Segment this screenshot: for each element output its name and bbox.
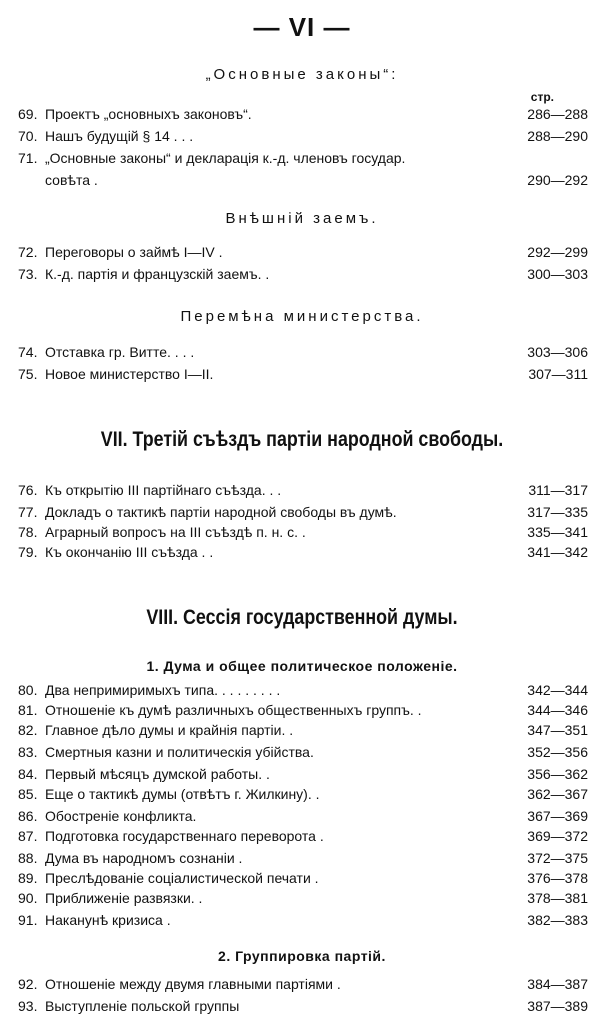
entry-pages: 387—389 [527,998,588,1014]
toc-entry [10,680,588,700]
entry-pages: 356—362 [527,766,588,782]
subsection-heading-party-grouping: 2. Группировка партій. [218,948,386,964]
toc-entry [10,826,588,846]
entry-pages: 317—335 [527,504,588,520]
entry-title: Отставка гр. Витте. . . . [45,344,195,360]
toc-entry [10,974,588,994]
toc-entry [10,148,588,168]
entry-title: Преслѣдованіе соціалистической печати . [45,870,319,886]
entry-pages: 378—381 [527,890,588,906]
entry-title: Дума въ народномъ сознаніи . [45,850,243,866]
toc-entry-continuation [10,170,588,190]
entry-pages: 352—356 [527,744,588,760]
entry-number: 73. [18,266,38,282]
entry-number: 88. [18,850,38,866]
entry-title: Главное дѣло думы и крайнія партіи. . [45,722,294,738]
entry-number: 78. [18,524,38,540]
toc-entry [10,806,588,826]
entry-pages: 290—292 [527,172,588,188]
entry-number: 91. [18,912,38,928]
entry-number: 86. [18,808,38,824]
section-heading-basic-laws: „Основные законы“: [205,66,399,83]
toc-entry [10,264,588,284]
chapter-heading-vii: VII. Третій съѣздъ партіи народной свободы. [100,428,504,451]
toc-entry [10,480,588,500]
entry-pages: 300—303 [527,266,588,282]
entry-pages: 347—351 [527,722,588,738]
entry-title: Проектъ „основныхъ законовъ“. [45,106,252,122]
entry-number: 93. [18,998,38,1014]
entry-number: 83. [18,744,38,760]
entry-pages: 369—372 [527,828,588,844]
entry-pages: 376—378 [527,870,588,886]
section-heading-foreign-loan: Внѣшній заемъ. [225,210,379,227]
entry-title: Обостреніе конфликта. [45,808,197,824]
entry-number: 87. [18,828,38,844]
toc-entry [10,502,588,522]
entry-number: 75. [18,366,38,382]
toc-entry [10,868,588,888]
entry-pages: 384—387 [527,976,588,992]
entry-pages: 344—346 [527,702,588,718]
toc-entry [10,342,588,362]
page-column-label: стр. [530,90,554,104]
page-header: — VI — [253,12,351,42]
toc-entry [10,720,588,740]
entry-title: Новое министерство I—II. [45,366,214,382]
entry-number: 76. [18,482,38,498]
entry-pages: 372—375 [527,850,588,866]
entry-number: 70. [18,128,38,144]
entry-title: Нашъ будущій § 14 . . . [45,128,194,144]
section-heading-ministry-change: Перемѣна министерства. [180,308,424,325]
entry-title: Еще о тактикѣ думы (отвѣтъ г. Жилкину). . [45,786,320,802]
toc-entry [10,996,588,1016]
entry-number: 82. [18,722,38,738]
entry-title: Переговоры о займѣ I—IV . [45,244,223,260]
entry-number: 92. [18,976,38,992]
entry-pages: 303—306 [527,344,588,360]
toc-entry [10,742,588,762]
subsection-heading-duma-politics: 1. Дума и общее политическое положеніе. [146,658,458,674]
entry-pages: 286—288 [527,106,588,122]
entry-pages: 292—299 [527,244,588,260]
entry-number: 80. [18,682,38,698]
entry-pages: 288—290 [527,128,588,144]
toc-entry [10,888,588,908]
toc-entry [10,848,588,868]
entry-title: Докладъ о тактикѣ партіи народной свободы въ думѣ. [45,504,397,520]
entry-pages: 307—311 [528,366,588,382]
entry-title: Выступленіе польской группы [45,998,240,1014]
entry-pages: 382—383 [527,912,588,928]
toc-entry [10,910,588,930]
toc-entry [10,104,588,124]
entry-pages: 362—367 [527,786,588,802]
entry-number: 71. [18,150,38,166]
toc-entry [10,364,588,384]
entry-number: 81. [18,702,38,718]
toc-entry [10,700,588,720]
toc-entry [10,126,588,146]
entry-number: 84. [18,766,38,782]
entry-title: Отношеніе къ думѣ различныхъ общественныхъ группъ. . [45,702,422,718]
toc-entry [10,764,588,784]
entry-number: 72. [18,244,38,260]
entry-number: 69. [18,106,38,122]
entry-number: 79. [18,544,38,560]
chapter-heading-viii: VIII. Сессія государственной думы. [146,606,458,629]
entry-title: Приближеніе развязки. . [45,890,203,906]
entry-pages: 341—342 [527,544,588,560]
entry-pages: 311—317 [528,482,588,498]
entry-title: Къ открытію III партійнаго съѣзда. . . [45,482,282,498]
entry-number: 74. [18,344,38,360]
toc-entry [10,522,588,542]
entry-title: Отношеніе между двумя главными партіями . [45,976,341,992]
entry-pages: 335—341 [527,524,588,540]
entry-title: Два непримиримыхъ типа. . . . . . . . . [45,682,281,698]
entry-title: совѣта . [45,172,98,188]
entry-number: 85. [18,786,38,802]
entry-title: Къ окончанію III съѣзда . . [45,544,214,560]
toc-entry [10,784,588,804]
entry-number: 89. [18,870,38,886]
entry-title: Смертныя казни и политическія убійства. [45,744,314,760]
entry-title: Подготовка государственнаго переворота . [45,828,324,844]
entry-title: Первый мѣсяцъ думской работы. . [45,766,270,782]
entry-title: Наканунѣ кризиса . [45,912,171,928]
entry-title: „Основные законы“ и декларація к.-д. членовъ государ. [45,150,406,166]
toc-entry [10,542,588,562]
toc-entry [10,242,588,262]
entry-pages: 367—369 [527,808,588,824]
entry-number: 77. [18,504,38,520]
entry-title: Аграрный вопросъ на III съѣздѣ п. н. с. . [45,524,306,540]
entry-pages: 342—344 [527,682,588,698]
entry-number: 90. [18,890,38,906]
entry-title: К.-д. партія и французскій заемъ. . [45,266,270,282]
